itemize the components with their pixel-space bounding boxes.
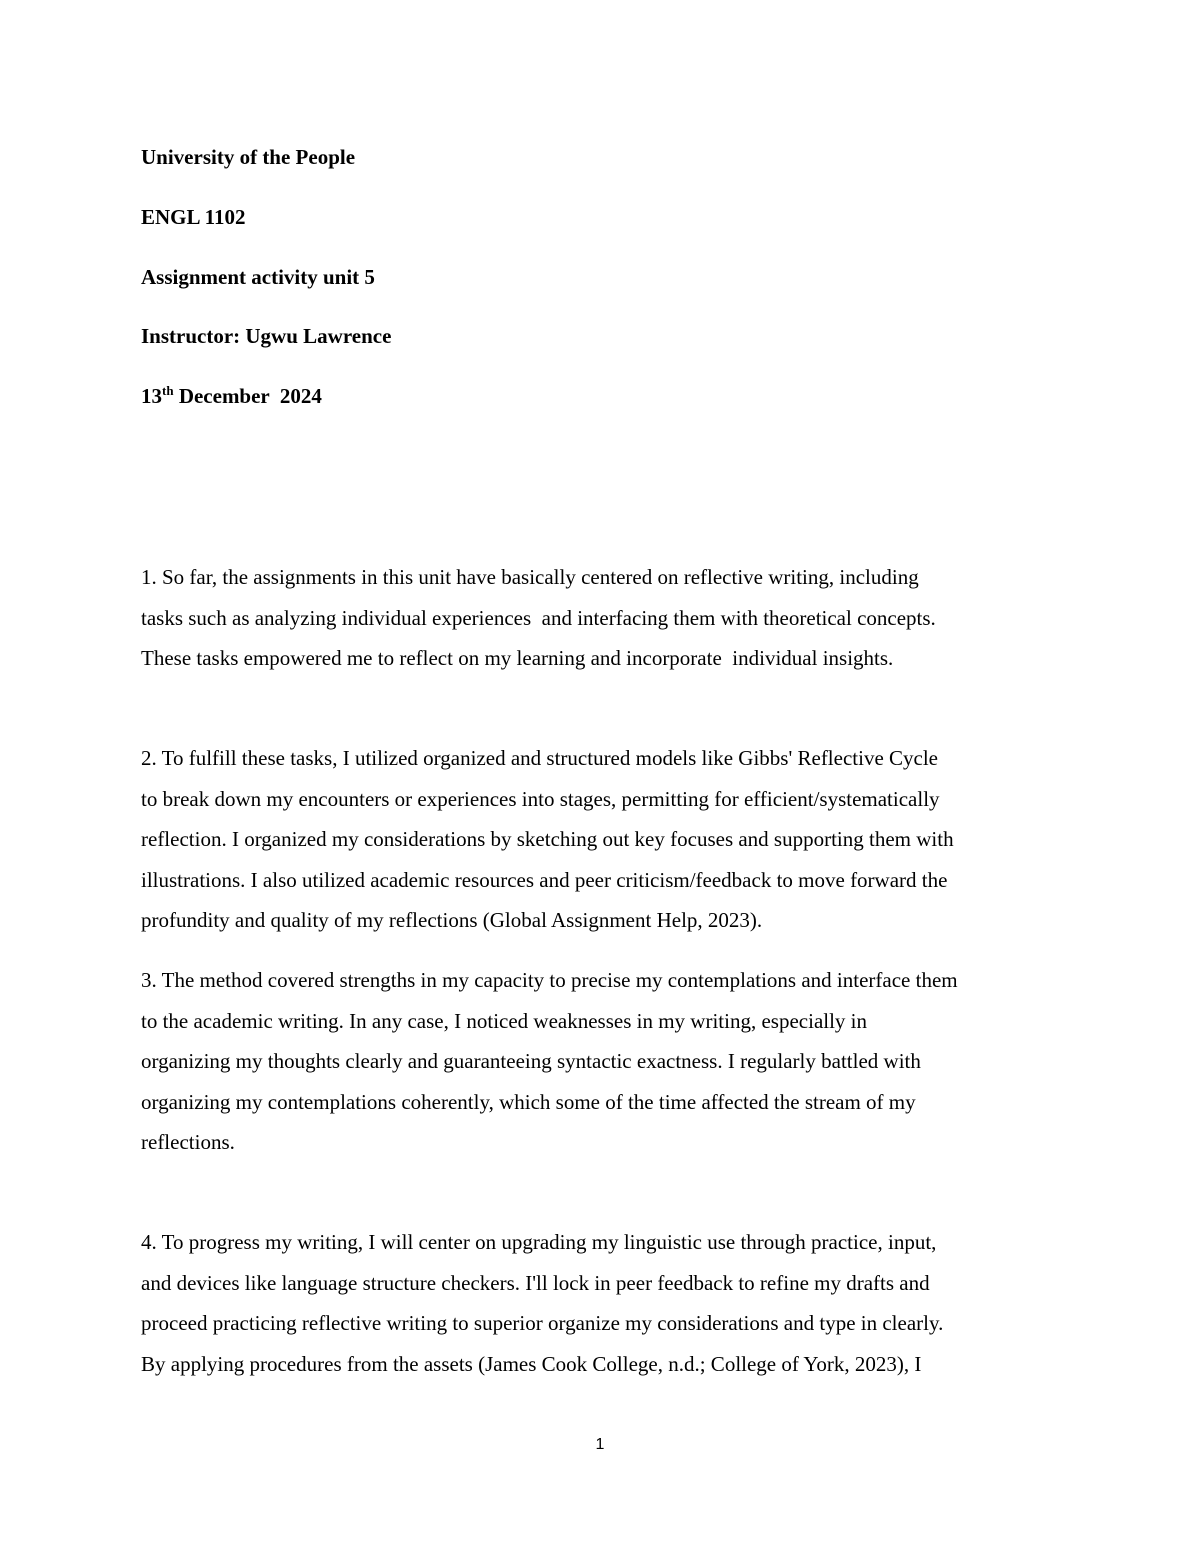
paragraph-line: By applying procedures from the assets (James Cook College, n.d.; College of York, 2023), I xyxy=(141,1351,922,1376)
course-code: ENGL 1102 xyxy=(141,205,246,229)
institution-heading: University of the People xyxy=(141,145,356,169)
page-number: 1 xyxy=(595,1436,605,1453)
paragraph-line: 2. To fulfill these tasks, I utilized organized and structured models like Gibbs' Reflective Cycle xyxy=(141,746,939,770)
paragraph-line: These tasks empowered me to reflect on my learning and incorporate individual insights. xyxy=(141,646,894,671)
paragraph-line: tasks such as analyzing individual experiences and interfacing them with theoretical concepts. xyxy=(141,605,936,630)
paragraph-line: illustrations. I also utilized academic resources and peer criticism/feedback to move forward the xyxy=(141,867,948,892)
paragraph-line: proceed practicing reflective writing to superior organize my considerations and type in clearly. xyxy=(141,1311,944,1336)
paragraph-line: organizing my contemplations coherently, which some of the time affected the stream of my xyxy=(141,1089,916,1114)
instructor-name: Instructor: Ugwu Lawrence xyxy=(141,324,392,348)
paragraph-line: and devices like language structure checkers. I'll lock in peer feedback to refine my drafts and xyxy=(141,1270,930,1295)
date-month-year: December 2024 xyxy=(173,384,322,408)
paragraph-line: organizing my thoughts clearly and guaranteeing syntactic exactness. I regularly battled with xyxy=(141,1049,921,1074)
paragraph-line: reflection. I organized my considerations by sketching out key focuses and supporting them with xyxy=(141,827,954,852)
paragraph-line: 1. So far, the assignments in this unit have basically centered on reflective writing, including xyxy=(141,565,919,589)
paragraph-line: 4. To progress my writing, I will center on upgrading my linguistic use through practice, input, xyxy=(141,1230,937,1254)
paragraph-line: profundity and quality of my reflections (Global Assignment Help, 2023). xyxy=(141,908,763,933)
paragraph-2 xyxy=(141,738,1081,941)
date-suffix: th xyxy=(162,383,174,398)
paragraph-1 xyxy=(141,557,1081,679)
submission-date xyxy=(141,384,322,408)
paragraph-line: reflections. xyxy=(141,1130,235,1155)
paragraph-line: 3. The method covered strengths in my capacity to precise my contemplations and interface them xyxy=(141,968,958,992)
paragraph-line: to break down my encounters or experiences into stages, permitting for efficient/systematically xyxy=(141,786,940,811)
paragraph-line: to the academic writing. In any case, I noticed weaknesses in my writing, especially in xyxy=(141,1008,868,1033)
date-day: 13 xyxy=(141,384,162,408)
paragraph-3 xyxy=(141,960,1081,1163)
paragraph-4 xyxy=(141,1222,1081,1384)
assignment-title: Assignment activity unit 5 xyxy=(141,265,375,289)
